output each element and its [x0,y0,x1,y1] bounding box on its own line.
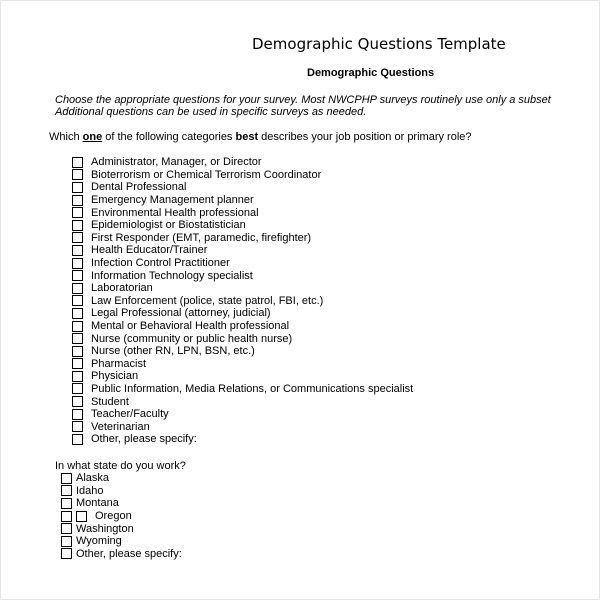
option-label: Washington [76,522,134,535]
role-option[interactable] [72,295,413,308]
option-label: Law Enforcement (police, state patrol, FBI, etc.) [91,294,324,307]
role-option[interactable] [72,181,413,194]
role-option[interactable] [72,358,413,371]
checkbox[interactable] [72,195,83,206]
role-option[interactable] [72,433,413,446]
checkbox[interactable] [61,498,72,509]
option-label: Idaho [76,484,104,497]
option-label: Information Technology specialist [91,269,253,282]
checkbox[interactable] [72,283,83,294]
checkbox[interactable] [72,321,83,332]
checkbox[interactable] [61,523,72,534]
state-option[interactable] [61,472,182,485]
option-label: Public Information, Media Relations, or Communications specialist [91,382,414,395]
question-job-role [49,131,472,143]
option-label: First Responder (EMT, paramedic, firefighter) [91,231,312,244]
checkbox[interactable] [72,295,83,306]
option-label: Oregon [95,510,132,523]
checkbox[interactable] [61,548,72,559]
q1-emphasis-best: best [235,131,259,143]
option-label: Alaska [76,472,110,485]
q1-text: of the following categories [102,131,236,143]
state-option[interactable] [61,497,182,510]
option-label: Bioterrorism or Chemical Terrorism Coordinator [91,168,322,181]
state-option[interactable] [61,510,182,523]
checkbox[interactable] [72,308,83,319]
option-label: Physician [91,370,139,383]
checkbox[interactable] [72,169,83,180]
document-title: Demographic Questions Template [252,35,506,53]
checkbox[interactable] [72,409,83,420]
checkbox[interactable] [72,207,83,218]
option-label: Other, please specify: [91,433,197,446]
option-label: Teacher/Faculty [91,408,169,421]
role-option[interactable] [72,395,413,408]
q1-text: describes your job position or primary role? [258,131,472,143]
option-label: Nurse (community or public health nurse) [91,332,293,345]
checkbox[interactable] [72,245,83,256]
checkbox[interactable] [61,485,72,496]
checkbox[interactable] [72,182,83,193]
checkbox[interactable] [76,511,87,522]
option-label: Wyoming [76,535,122,548]
option-label: Veterinarian [91,420,150,433]
option-label: Health Educator/Trainer [91,244,208,257]
option-label: Legal Professional (attorney, judicial) [91,307,271,320]
question-state: In what state do you work? [55,460,186,472]
checkbox[interactable] [72,232,83,243]
checkbox[interactable] [72,258,83,269]
q1-text: Which [49,131,83,143]
option-label: Mental or Behavioral Health professional [91,320,290,333]
role-option[interactable] [72,282,413,295]
option-label: Environmental Health professional [91,206,259,219]
role-option[interactable] [72,383,413,396]
checkbox[interactable] [72,157,83,168]
option-label: Other, please specify: [76,547,182,560]
checkbox[interactable] [72,434,83,445]
role-option[interactable] [72,169,413,182]
role-option[interactable] [72,332,413,345]
option-label: Montana [76,497,119,510]
state-option[interactable] [61,522,182,535]
checkbox[interactable] [72,371,83,382]
state-option[interactable] [61,485,182,498]
checkbox[interactable] [72,220,83,231]
state-option[interactable] [61,548,182,561]
role-option[interactable] [72,345,413,358]
role-option[interactable] [72,408,413,421]
option-label: Emergency Management planner [91,194,254,207]
option-label: Administrator, Manager, or Director [91,156,262,169]
intro-line-1: Choose the appropriate questions for your survey. Most NWCPHP surveys routinely use only a subset [55,94,551,106]
section-heading: Demographic Questions [307,67,435,79]
role-option[interactable] [72,244,413,257]
option-label: Epidemiologist or Biostatistician [91,219,246,232]
role-options [72,156,413,446]
checkbox[interactable] [72,346,83,357]
role-option[interactable] [72,269,413,282]
checkbox[interactable] [72,421,83,432]
option-label: Infection Control Practitioner [91,257,230,270]
checkbox[interactable] [72,396,83,407]
role-option[interactable] [72,370,413,383]
role-option[interactable] [72,219,413,232]
checkbox[interactable] [72,383,83,394]
option-label: Pharmacist [91,357,147,370]
role-option[interactable] [72,307,413,320]
role-option[interactable] [72,156,413,169]
checkbox[interactable] [61,511,72,522]
q1-emphasis-one: one [82,131,103,143]
checkbox[interactable] [72,358,83,369]
role-option[interactable] [72,232,413,245]
option-label: Nurse (other RN, LPN, BSN, etc.) [91,345,255,358]
checkbox[interactable] [61,536,72,547]
intro-line-2: Additional questions can be used in specific surveys as needed. [55,106,367,118]
state-option[interactable] [61,535,182,548]
role-option[interactable] [72,257,413,270]
option-label: Dental Professional [91,181,187,194]
role-option[interactable] [72,194,413,207]
role-option[interactable] [72,420,413,433]
role-option[interactable] [72,206,413,219]
option-label: Laboratorian [91,282,153,295]
checkbox[interactable] [61,473,72,484]
checkbox[interactable] [72,333,83,344]
role-option[interactable] [72,320,413,333]
state-options [61,472,182,560]
checkbox[interactable] [72,270,83,281]
option-label: Student [91,395,129,408]
